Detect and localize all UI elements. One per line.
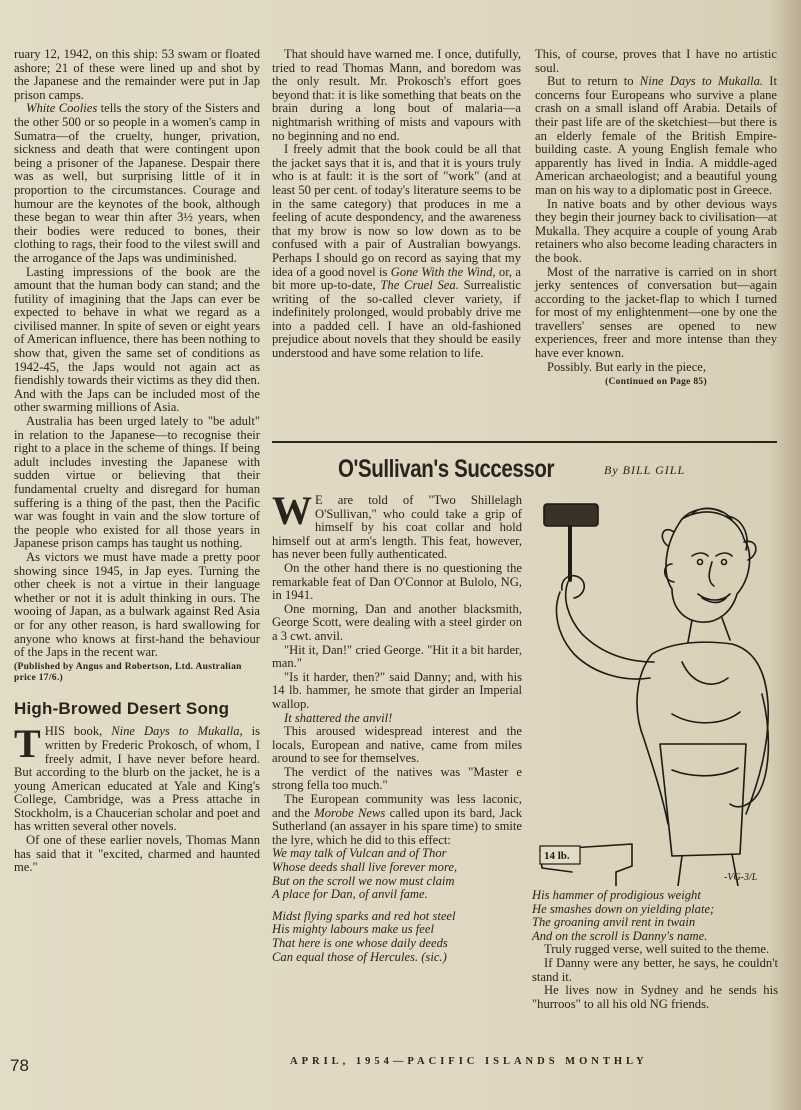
paragraph: Australia has been urged lately to "be adult" in relation to the Japanese—to recognise their right to a place in the scheme of things. If being adult includes investing the Japanese with sudden virtue or believing that their fundamental cruelty and disregard for human suffering is a thing of the past, then the Pacific war was fought in vain and the slow torture of the people who existed for all those years in Japanese prison camps has taught us nothing. [14, 414, 260, 551]
paragraph: ruary 12, 1942, on this ship: 53 swam or floated ashore; 21 of these were lined up and shot by the Japanese and the remainder were put in Jap prison camps. [14, 47, 260, 102]
column-3 [535, 48, 777, 390]
verse-line: Midst flying sparks and red hot steel [272, 908, 456, 923]
verse-line: His hammer of prodigious weight [532, 888, 701, 902]
paragraph: Most of the narrative is carried on in short jerky sentences of conversation but—again according to the jacket-flap to which I turned for most of my enlightenment—one by one the travellers' senses are opened to new experiences, freer and more intense than they have ever known. [535, 264, 777, 361]
page-footer [0, 1048, 801, 1078]
article-2-column [272, 488, 523, 964]
paragraph: In native boats and by other devious ways they begin their journey back to civilisation—at Mukalla. They acquire a couple of young Arab retainers who also become leading characters in the book. [535, 196, 777, 265]
paragraph: The verdict of the natives was "Master e strong fella too much." [272, 764, 522, 793]
paragraph: The European community was less laconic, and the Morobe News called upon its bard, Jack Sutherland (an assayer in his spare time) to smite the lyre, which he did to this effect: [272, 792, 523, 847]
paragraph: That should have warned me. I once, dutifully, tried to read Thomas Mann, and boredom was the only result. Mr. Prokosch's effort goes beyond that: it is like something that beats on the brain during a long bout of malaria—a nightmarish writhing of mists and vapours with no beginning and no end. [272, 47, 521, 143]
artist-signature: -VG-3/L [724, 872, 758, 883]
verse-line: But on the scroll we now must claim [272, 873, 455, 888]
paragraph: "Hit it, Dan!" cried George. "Hit it a bit harder, man." [272, 642, 522, 671]
paragraph: White Coolies tells the story of the Sisters and the other 500 or so people in a women's camp in Sumatra—of the cruelty, hunger, privation, sickness and death that were contingent upon being a prisoner of the Japanese. Despair there was as well, but surprising little of it in proportion to the circumstances. Courage and humour are the keynotes of the book, although these began to wear thin after 3½ years, when their bodies were reduced to bones, their clothing to rags, their food to the vilest swill and the arrogance of the Japs was undiminished. [14, 101, 260, 265]
paragraph: W E are told of "Two Shillelagh O'Sullivan," who could take a grip of himself by his coat collar and hold himself out at arm's length. This feat, however, has never been fully authenticated. [272, 488, 522, 562]
paragraph: Of one of these earlier novels, Thomas Mann has said that it "excited, charmed and haunted me." [14, 833, 260, 875]
drop-cap: T [14, 721, 41, 767]
paragraph: It shattered the anvil! [284, 710, 393, 725]
publisher-credit: (Published by Angus and Robertson, Ltd. Australian price 17/6.) [14, 661, 242, 683]
verse-line: Whose deeds shall live forever more, [272, 860, 458, 875]
paragraph: He lives now in Sydney and he sends his "hurroos" to all his old NG friends. [532, 983, 778, 1011]
verse-line: He smashes down on yielding plate; [532, 901, 715, 916]
article-2-column-continued [532, 889, 778, 1011]
blacksmith-caricature-illustration [532, 494, 778, 886]
verse-line: His mighty labours make us feel [272, 922, 434, 937]
issue-line: APRIL, 1954—PACIFIC ISLANDS MONTHLY [290, 1056, 648, 1067]
article-title: O'Sullivan's Successor [338, 455, 555, 483]
paragraph: Truly rugged verse, well suited to the theme. [544, 942, 770, 957]
paragraph: As victors we must have made a pretty poor showing since 1945, in Jap eyes. Turning the other cheek is not a virtue in their language whether or not it is adult thinking in ours. The wooing of Japan, as a bulwark against Red Asia or for any other reason, is hard swallowing for anyone who knows at first-hand the behaviour of the Japs in the recent war. [14, 549, 260, 660]
verse-line: Can equal those of Hercules. (sic.) [272, 949, 447, 964]
paragraph: This, of course, proves that I have no artistic soul. [535, 47, 777, 75]
page-number: 78 [10, 1056, 29, 1075]
paragraph: If Danny were any better, he says, he couldn't stand it. [532, 955, 778, 984]
section-divider [272, 441, 777, 443]
paragraph: On the other hand there is no questioning the remarkable feat of Dan O'Connor at Bulolo, NG, in 1941. [272, 560, 522, 603]
verse-line: That here is one whose daily deeds [272, 936, 448, 950]
continued-note: (Continued on Page 85) [605, 377, 707, 388]
book-title: White Coolies [26, 101, 98, 116]
verse-line: The groaning anvil rent in twain [532, 915, 696, 930]
verse-line: We may talk of Vulcan and of Thor [272, 846, 447, 861]
byline: By BILL GILL [604, 463, 686, 477]
drop-cap: W [272, 488, 312, 533]
paragraph: Lasting impressions of the book are the amount that the human body can stand; and the futility of imagining that the Japs can ever be expected to behave in what we regard as a civilised manner. In spite of seven or eight years of American influence, there has been nothing to show that, given the same set of conditions as 1942-45, the Japs would not again act as fiendishly towards their victims as they did then. And with the Japs can be included most of the other swarming millions of Asia. [14, 264, 260, 415]
column-1 [14, 48, 260, 875]
paragraph: This aroused widespread interest and the locals, European and native, came from miles around to see for themselves. [272, 724, 522, 766]
section-heading: High-Browed Desert Song [14, 698, 230, 718]
paragraph: But to return to Nine Days to Mukalla. It concerns four Europeans who survive a plane crash on a small island off Arabia. Details of their past life are of the sketchiest—but there is an elderly female of the British Empire-building caste. A young English female who apparently has lived in India. A middle-aged American archaeologist; and a beautiful young man on his way to a diplomatic post in Greece. [535, 74, 778, 197]
paragraph: I freely admit that the book could be all that the jacket says that it is, and that it is yours truly who is at fault: it is the sort of "work" (and at least 50 per cent. of today's literature seems to be in the same category) that produces in me a feeling of acute despondency, and the awareness that my brow is now so low down as to be confused with a pair of Australian bowyangs. Perhaps I should go on record as saying that my idea of a good novel is Gone With the Wind, or, a bit more up-to-date, The Cruel Sea. Surrealistic writing of the so-called clever variety, if indefinitely prolonged, would probably drive me into a padded cell. I have an old-fashioned prejudice about novels that they should be easily understood and have some relation to life. [272, 142, 521, 361]
paragraph: "Is it harder, then?" said Danny; and, with his 14 lb. hammer, he smote that girder an Imperial wallop. [272, 669, 522, 711]
paragraph: One morning, Dan and another blacksmith, George Scott, were dealing with a steel girder on a 3 cwt. anvil. [272, 601, 522, 643]
verse-line: And on the scroll is Danny's name. [532, 928, 708, 943]
verse-line: A place for Dan, of anvil fame. [272, 887, 428, 902]
hammer-weight-label: 14 lb. [544, 850, 570, 862]
paragraph: THIS book, Nine Days to Mukalla, is written by Frederic Prokosch, of whom, I freely admit, I have never before heard. But according to the blurb on the jacket, he is a young American educated at Yale and King's College, Cambridge, was a Press attache in Stockholm, is a Chaucerian scholar and poet and has written several other novels. [14, 721, 260, 834]
paragraph: Possibly. But early in the piece, [547, 359, 707, 374]
column-2 [272, 48, 521, 361]
